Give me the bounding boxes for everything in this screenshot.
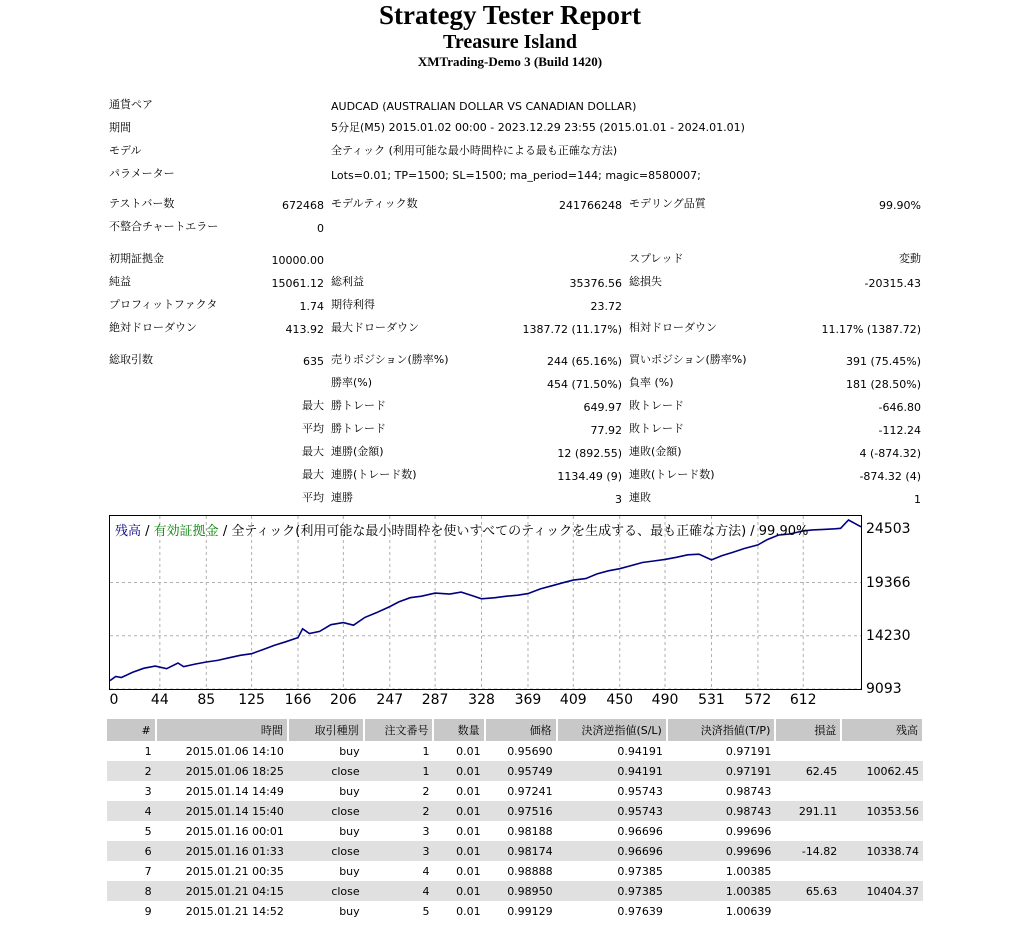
model-label: モデル: [109, 144, 142, 157]
table-cell: [775, 821, 841, 841]
avg-loss-value: -112.24: [878, 424, 921, 437]
table-cell: 3: [364, 841, 434, 861]
table-cell: [841, 861, 923, 881]
params-value: Lots=0.01; TP=1500; SL=1500; ma_period=144; magic=8580007;: [331, 169, 701, 182]
spread-label: スプレッド: [629, 252, 684, 265]
total-trades-value: 635: [303, 355, 324, 368]
x-tick-label: 206: [329, 692, 357, 708]
trades-table: [107, 719, 924, 921]
table-cell: buy: [339, 744, 360, 758]
symbol-value: AUDCAD (AUSTRALIAN DOLLAR VS CANADIAN DOLLAR): [331, 100, 637, 113]
max-win-value: 649.97: [583, 401, 622, 414]
table-cell: 0.99129: [507, 904, 553, 918]
column-header: 損益: [775, 719, 841, 741]
table-cell: 0.99696: [667, 841, 776, 861]
avg-win-label: 勝トレード: [331, 422, 386, 435]
avg-win-value: 77.92: [590, 424, 622, 437]
profit-factor-value: 1.74: [299, 300, 324, 313]
table-cell: [775, 901, 841, 921]
short-positions-label: 売りポジション(勝率%): [331, 353, 449, 366]
x-tick-label: 166: [284, 692, 312, 708]
cons-loss-trades-label: 連敗(トレード数): [629, 468, 715, 481]
params-label: パラメーター: [109, 167, 175, 180]
table-cell: 0.94191: [617, 744, 663, 758]
long-positions-value: 391 (75.45%): [845, 355, 921, 368]
table-row: [107, 841, 923, 861]
period-value: 5分足(M5) 2015.01.02 00:00 - 2023.12.29 23:55 (2015.01.01 - 2024.01.01): [331, 121, 745, 134]
table-cell: 0.95690: [507, 744, 553, 758]
chart-plot: [110, 516, 861, 689]
table-cell: 0.97385: [557, 881, 667, 901]
table-cell: 2: [422, 784, 430, 798]
loss-percent-label: 負率 (%): [629, 376, 674, 389]
table-cell: 0.98174: [485, 841, 557, 861]
table-cell: 0.96696: [557, 841, 667, 861]
table-cell: 0.97191: [725, 744, 772, 758]
cons-wins-money-label: 連勝(金額): [331, 445, 384, 458]
x-tick-label: 612: [789, 692, 817, 708]
table-cell: 0.01: [456, 904, 481, 918]
short-positions-value: 244 (65.16%): [546, 355, 622, 368]
mismatch-value: 0: [317, 222, 324, 235]
gross-loss-label: 総損失: [629, 275, 662, 288]
max-win-label: 勝トレード: [331, 399, 386, 412]
column-header: #: [107, 719, 156, 741]
x-tick-label: 531: [698, 692, 725, 708]
avg-loss-label: 敗トレード: [629, 422, 684, 435]
server-build: XMTrading-Demo 3 (Build 1420): [417, 54, 603, 69]
cons-wins-trades-label: 連勝(トレード数): [331, 468, 417, 481]
table-cell: [841, 901, 923, 921]
rel-drawdown-label: 相対ドローダウン: [629, 321, 717, 334]
table-cell: 0.99696: [725, 824, 772, 838]
table-cell: 3: [144, 784, 152, 798]
cons-loss-trades-value: -874.32 (4): [859, 470, 921, 483]
table-cell: 2015.01.16 01:33: [156, 841, 288, 861]
table-cell: buy: [339, 904, 360, 918]
column-header: 残高: [841, 719, 923, 741]
cons-wins-trades-value: 1134.49 (9): [557, 470, 622, 483]
table-cell: 1: [364, 761, 434, 781]
table-cell: [775, 741, 841, 761]
table-cell: 4: [364, 881, 434, 901]
x-tick-label: 85: [197, 692, 216, 708]
table-cell: 0.95749: [485, 761, 557, 781]
table-cell: 0.98743: [667, 801, 776, 821]
avg-cons-loss-value: 1: [914, 493, 921, 506]
rel-drawdown-value: 11.17% (1387.72): [821, 323, 921, 336]
table-row: [107, 781, 923, 801]
table-cell: 10062.45: [841, 761, 923, 781]
table-cell: 2015.01.21 00:35: [185, 864, 284, 878]
avg-label: 平均: [302, 422, 324, 435]
table-cell: 0.98888: [507, 864, 553, 878]
table-cell: 3: [422, 824, 430, 838]
table-cell: 9: [144, 904, 152, 918]
y-tick-label: 24503: [866, 521, 911, 538]
x-tick-label: 247: [376, 692, 404, 708]
table-cell: 1.00639: [725, 904, 772, 918]
x-tick-label: 450: [606, 692, 634, 708]
table-cell: 0.98950: [485, 881, 557, 901]
x-tick-label: 287: [421, 692, 449, 708]
y-tick-label: 19366: [866, 574, 911, 591]
x-tick-label: 0: [109, 692, 119, 708]
spread-value: 変動: [899, 252, 921, 265]
x-tick-label: 369: [514, 692, 542, 708]
model-value: 全ティック (利用可能な最小時間枠による最も正確な方法): [331, 144, 618, 157]
table-cell: 2015.01.16 00:01: [185, 824, 284, 838]
table-cell: 1.00385: [667, 881, 776, 901]
table-row: [107, 861, 923, 881]
win-percent-label: 勝率(%): [331, 376, 373, 389]
table-cell: 2015.01.21 04:15: [156, 881, 288, 901]
column-header: 注文番号: [364, 719, 434, 741]
table-cell: 0.98743: [725, 784, 772, 798]
table-cell: 2015.01.06 14:10: [185, 744, 284, 758]
avg-label-2: 平均: [302, 491, 324, 504]
table-body: [107, 741, 923, 921]
abs-drawdown-value: 413.92: [285, 323, 324, 336]
table-cell: 0.01: [433, 761, 484, 781]
table-cell: 2015.01.06 18:25: [156, 761, 288, 781]
table-cell: 1: [144, 744, 152, 758]
table-cell: 0.97385: [617, 864, 663, 878]
table-cell: 65.63: [775, 881, 841, 901]
mismatch-label: 不整合チャートエラー: [109, 220, 219, 233]
quality-value: 99.90%: [879, 199, 921, 212]
table-cell: close: [288, 881, 364, 901]
gross-profit-label: 総利益: [331, 275, 364, 288]
x-tick-label: 328: [468, 692, 495, 708]
table-cell: 0.01: [456, 744, 481, 758]
net-value: 15061.12: [271, 277, 324, 290]
x-tick-label: 490: [651, 692, 679, 708]
avg-cons-wins-value: 3: [615, 493, 622, 506]
table-cell: 1.00385: [725, 864, 772, 878]
y-tick-label: 14230: [866, 627, 911, 644]
gross-loss-value: -20315.43: [864, 277, 921, 290]
bars-value: 672468: [282, 199, 324, 212]
total-trades-label: 総取引数: [109, 353, 153, 366]
table-row: [107, 821, 923, 841]
legend-equity: 有効証拠金: [153, 524, 219, 539]
table-cell: 1: [422, 744, 430, 758]
ticks-label: モデルティック数: [331, 197, 418, 210]
table-cell: [841, 781, 923, 801]
x-tick-label: 125: [238, 692, 265, 708]
table-cell: 2: [364, 801, 434, 821]
expert-name: Treasure Island: [443, 31, 577, 53]
column-header: 取引種別: [288, 719, 364, 741]
table-cell: 0.98188: [507, 824, 553, 838]
win-percent-value: 454 (71.50%): [546, 378, 622, 391]
table-cell: close: [288, 801, 364, 821]
max-label: 最大: [302, 399, 324, 412]
table-cell: 2: [107, 761, 156, 781]
chart-legend: [115, 520, 808, 539]
table-cell: [775, 861, 841, 881]
loss-percent-value: 181 (28.50%): [845, 378, 921, 391]
gross-profit-value: 35376.56: [569, 277, 622, 290]
table-row: [107, 881, 923, 901]
legend-balance: 残高: [115, 524, 142, 539]
max-label-3: 最大: [302, 468, 324, 481]
table-cell: 0.97516: [485, 801, 557, 821]
table-cell: 2015.01.14 15:40: [156, 801, 288, 821]
deposit-label: 初期証拠金: [109, 252, 164, 265]
table-cell: 0.01: [433, 841, 484, 861]
expected-payoff-value: 23.72: [590, 300, 622, 313]
symbol-label: 通貨ペア: [109, 98, 153, 111]
table-cell: 0.96696: [617, 824, 663, 838]
table-cell: 0.97191: [667, 761, 776, 781]
max-drawdown-label: 最大ドローダウン: [331, 321, 419, 334]
max-loss-label: 敗トレード: [629, 399, 684, 412]
expected-payoff-label: 期待利得: [331, 298, 375, 311]
table-cell: [841, 821, 923, 841]
table-cell: 5: [422, 904, 430, 918]
table-cell: 4: [107, 801, 156, 821]
table-row: [107, 761, 923, 781]
period-label: 期間: [109, 121, 131, 134]
max-label-2: 最大: [302, 445, 324, 458]
ticks-value: 241766248: [559, 199, 622, 212]
table-cell: 4: [422, 864, 430, 878]
table-cell: 0.97639: [617, 904, 663, 918]
table-cell: 10353.56: [841, 801, 923, 821]
column-header: 決済逆指値(S/L): [557, 719, 667, 741]
cons-loss-money-value: 4 (-874.32): [859, 447, 921, 460]
max-loss-value: -646.80: [878, 401, 921, 414]
deposit-value: 10000.00: [271, 254, 324, 267]
table-cell: 0.01: [433, 801, 484, 821]
legend-description: / 全ティック(利用可能な最小時間枠を使いすべてのティックを生成する、最も正確な方法) / 99.90%: [218, 524, 809, 539]
net-label: 純益: [109, 275, 131, 288]
table-cell: buy: [339, 864, 360, 878]
table-cell: [775, 781, 841, 801]
legend-sep: /: [141, 524, 154, 539]
table-cell: 291.11: [775, 801, 841, 821]
balance-line: [110, 520, 861, 681]
column-header: 数量: [433, 719, 484, 741]
table-cell: 0.01: [456, 824, 481, 838]
table-header-row: [107, 719, 923, 741]
table-row: [107, 741, 923, 761]
table-cell: close: [288, 841, 364, 861]
avg-cons-loss-label: 連敗: [629, 491, 651, 504]
long-positions-label: 買いポジション(勝率%): [629, 353, 747, 366]
column-header: 価格: [485, 719, 557, 741]
x-tick-label: 44: [150, 692, 169, 708]
table-cell: 6: [107, 841, 156, 861]
abs-drawdown-label: 絶対ドローダウン: [109, 321, 197, 334]
cons-wins-money-value: 12 (892.55): [557, 447, 622, 460]
table-cell: 0.01: [456, 864, 481, 878]
x-tick-label: 409: [559, 692, 587, 708]
table-row: [107, 801, 923, 821]
quality-label: モデリング品質: [629, 197, 706, 210]
table-cell: buy: [339, 824, 360, 838]
table-cell: 0.95743: [557, 801, 667, 821]
table-cell: 10338.74: [841, 841, 923, 861]
column-header: 決済指値(T/P): [667, 719, 776, 741]
table-cell: 2015.01.21 14:52: [185, 904, 284, 918]
table-cell: 5: [144, 824, 152, 838]
balance-chart: [109, 515, 862, 690]
column-header: 時間: [156, 719, 288, 741]
table-cell: 0.01: [456, 784, 481, 798]
table-cell: 0.95743: [617, 784, 663, 798]
y-tick-label: 9093: [866, 681, 902, 697]
report-title: Strategy Tester Report: [379, 0, 641, 30]
cons-loss-money-label: 連敗(金額): [629, 445, 682, 458]
max-drawdown-value: 1387.72 (11.17%): [522, 323, 622, 336]
table-cell: 10404.37: [841, 881, 923, 901]
table-row: [107, 901, 923, 921]
table-cell: [841, 741, 923, 761]
table-cell: -14.82: [775, 841, 841, 861]
profit-factor-label: プロフィットファクタ: [109, 298, 218, 311]
table-cell: close: [288, 761, 364, 781]
table-cell: 7: [144, 864, 152, 878]
table-cell: 0.97241: [507, 784, 553, 798]
table-cell: 2015.01.14 14:49: [185, 784, 284, 798]
table-cell: 0.94191: [557, 761, 667, 781]
avg-cons-wins-label: 連勝: [331, 491, 353, 504]
table-cell: 0.01: [433, 881, 484, 901]
table-cell: buy: [339, 784, 360, 798]
table-cell: 8: [107, 881, 156, 901]
table-cell: 62.45: [775, 761, 841, 781]
bars-label: テストバー数: [109, 197, 175, 210]
x-tick-label: 572: [744, 692, 772, 708]
